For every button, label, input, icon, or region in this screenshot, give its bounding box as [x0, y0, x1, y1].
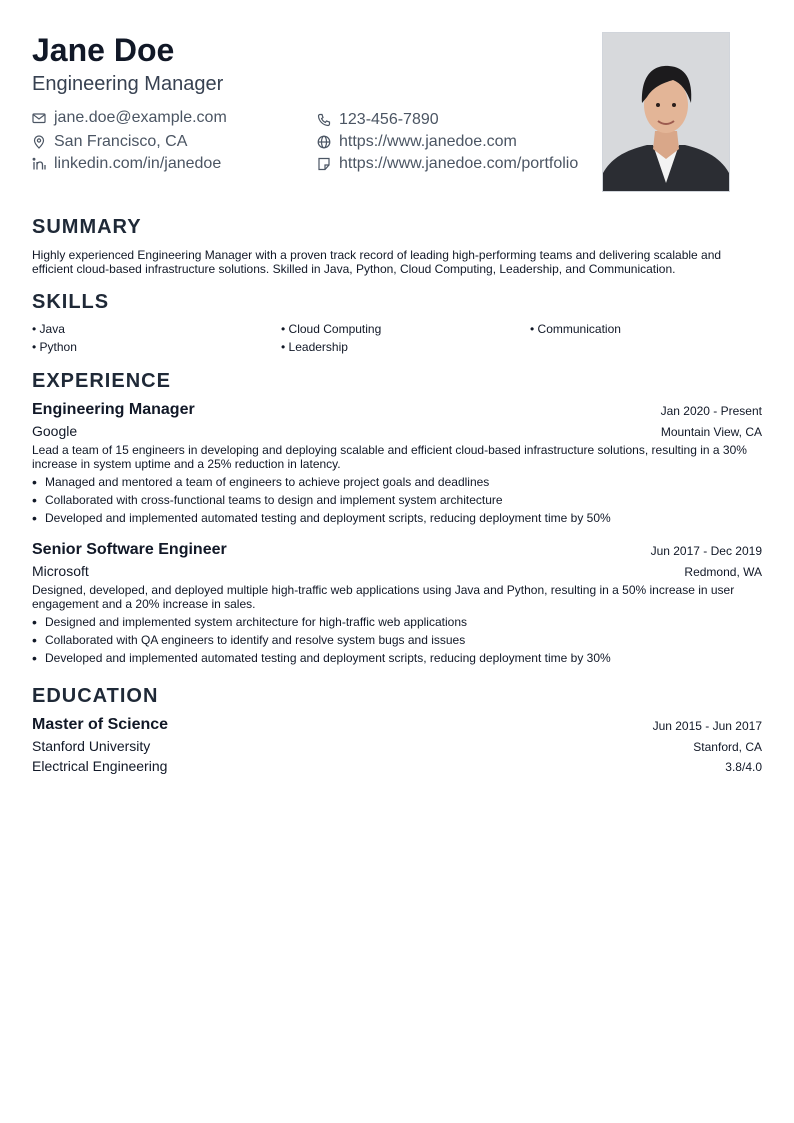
contact-email[interactable] [32, 108, 227, 128]
bullet-text: Developed and implemented automated testing and deployment scripts, reducing deployment time by 50% [45, 511, 611, 525]
contact-location [32, 132, 187, 152]
resume-page [32, 0, 762, 774]
skill-label: Communication [537, 322, 621, 336]
job-title: Senior Software Engineer [32, 541, 227, 558]
job-bullet: • Designed and implemented system architecture for high-traffic web applications [32, 614, 467, 630]
job-title: Engineering Manager [32, 401, 195, 418]
skill-label: Cloud Computing [288, 322, 382, 336]
phone-text: 123-456-7890 [339, 111, 439, 128]
job-description: Lead a team of 15 engineers in developing and deploying scalable and efficient cloud-based infrastructure solutions, resulting in a 30% increase in system uptime and a 25% reduction in latency. [32, 443, 747, 471]
job-bullet: • Managed and mentored a team of engineers to achieve project goals and deadlines [32, 474, 490, 490]
job-company: Microsoft [32, 563, 89, 579]
skill-item: • Python [32, 340, 77, 354]
email-text: jane.doe@example.com [54, 109, 227, 126]
summary-text: Highly experienced Engineering Manager with a proven track record of leading high-performing teams and delivering scalable and efficient cloud-based infrastructure solutions. Skilled in Java, Python, Cloud Computing, Leadership, and Communication. [32, 248, 722, 276]
bullet-text: Developed and implemented automated testing and deployment scripts, reducing deployment time by 30% [45, 651, 611, 665]
skill-label: Python [39, 340, 77, 354]
degree: Master of Science [32, 716, 169, 733]
website-text: https://www.janedoe.com [339, 133, 517, 150]
location-text: San Francisco, CA [54, 133, 188, 150]
phone-icon [317, 113, 331, 127]
map-pin-icon [32, 135, 46, 149]
job-location: Redmond, WA [684, 565, 762, 579]
bullet-text: Collaborated with QA engineers to identify and resolve system bugs and issues [45, 633, 466, 647]
job-description: Designed, developed, and deployed multiple high-traffic web applications using Java and Python, resulting in a 50% increase in user engagement and a 20% increase in sales. [32, 583, 735, 611]
education-dates: Jun 2015 - Jun 2017 [652, 719, 762, 733]
bullet-text: Collaborated with cross-functional teams to design and implement system architecture [45, 493, 503, 507]
job-company: Google [32, 423, 78, 439]
bullet-text: Designed and implemented system architecture for high-traffic web applications [45, 615, 467, 629]
bullet-text: Managed and mentored a team of engineers to achieve project goals and deadlines [45, 475, 490, 489]
education-heading: EDUCATION [32, 685, 159, 707]
candidate-name: Jane Doe [32, 32, 175, 68]
portrait-image [603, 33, 729, 191]
job-dates: Jan 2020 - Present [660, 404, 762, 418]
skills-heading: SKILLS [32, 291, 110, 313]
skill-item: • Java [32, 322, 65, 336]
contact-linkedin[interactable] [32, 154, 221, 174]
gpa: 3.8/4.0 [725, 760, 762, 774]
school: Stanford University [32, 738, 151, 754]
job-bullet: • Collaborated with cross-functional teams to design and implement system architecture [32, 492, 503, 508]
candidate-title: Engineering Manager [32, 73, 224, 95]
job-bullet: • Developed and implemented automated testing and deployment scripts, reducing deployment time by 30% [32, 650, 611, 666]
contact-website[interactable] [317, 132, 517, 152]
field-of-study: Electrical Engineering [32, 758, 168, 774]
school-location: Stanford, CA [693, 740, 762, 754]
skill-item: • Communication [530, 322, 621, 336]
contact-portfolio[interactable] [317, 154, 578, 174]
linkedin-icon [32, 157, 46, 171]
experience-heading: EXPERIENCE [32, 370, 171, 392]
contact-phone[interactable] [317, 110, 439, 130]
mail-icon [32, 111, 46, 125]
job-bullet: • Developed and implemented automated testing and deployment scripts, reducing deployment time by 50% [32, 510, 611, 526]
skill-item: • Leadership [281, 340, 348, 354]
portfolio-text: https://www.janedoe.com/portfolio [339, 155, 579, 172]
job-location: Mountain View, CA [660, 425, 762, 439]
resume-header [32, 0, 762, 200]
globe-icon [317, 135, 331, 149]
skill-label: Java [39, 322, 65, 336]
portfolio-icon [317, 157, 331, 171]
job-dates: Jun 2017 - Dec 2019 [650, 544, 762, 558]
job-bullet: • Collaborated with QA engineers to identify and resolve system bugs and issues [32, 632, 466, 648]
profile-photo [602, 32, 730, 192]
summary-heading: SUMMARY [32, 216, 142, 238]
skill-label: Leadership [288, 340, 348, 354]
skill-item: • Cloud Computing [281, 322, 382, 336]
linkedin-text: linkedin.com/in/janedoe [54, 155, 222, 172]
